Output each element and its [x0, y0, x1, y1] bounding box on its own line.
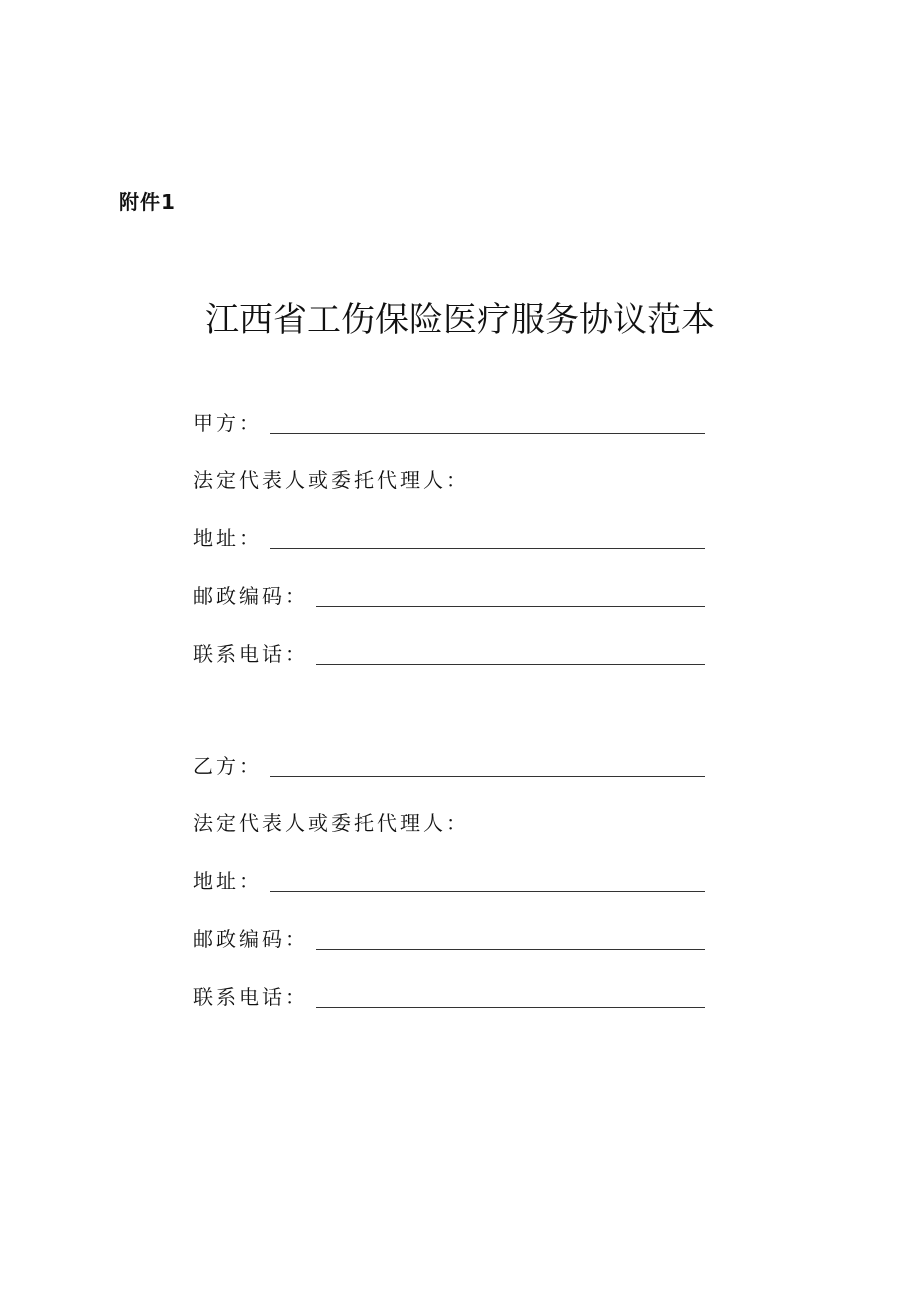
party-a-name-field[interactable] — [270, 411, 705, 434]
party-a-phone-label: 联系电话： — [193, 642, 308, 666]
party-a-rep-label: 法定代表人或委托代理人： — [193, 468, 469, 492]
party-b-phone-field[interactable] — [316, 985, 705, 1008]
party-a-address-label: 地址： — [193, 526, 262, 550]
party-a-postcode-label: 邮政编码： — [193, 584, 308, 608]
party-a-phone-row — [193, 636, 705, 666]
party-b-postcode-field[interactable] — [316, 927, 705, 950]
party-b-postcode-label: 邮政编码： — [193, 927, 308, 951]
party-a-address-field[interactable] — [270, 526, 705, 549]
party-a-postcode-row — [193, 578, 705, 608]
party-b-name-label: 乙方： — [193, 754, 262, 778]
party-b-phone-label: 联系电话： — [193, 985, 308, 1009]
party-b-address-label: 地址： — [193, 869, 262, 893]
party-b-rep-label: 法定代表人或委托代理人： — [193, 811, 469, 835]
party-a-rep-row — [193, 462, 705, 492]
party-b-name-row — [193, 748, 705, 778]
party-a-phone-field[interactable] — [316, 642, 705, 665]
party-b-postcode-row — [193, 921, 705, 951]
party-a-postcode-field[interactable] — [316, 584, 705, 607]
page-title: 江西省工伤保险医疗服务协议范本 — [205, 300, 715, 340]
party-b-address-row — [193, 863, 705, 893]
party-b-name-field[interactable] — [270, 754, 705, 777]
party-b-address-field[interactable] — [270, 869, 705, 892]
party-b-phone-row — [193, 979, 705, 1009]
party-a-address-row — [193, 520, 705, 550]
party-a-name-label: 甲方： — [193, 411, 262, 435]
party-b-rep-row — [193, 805, 705, 835]
party-a-name-row — [193, 405, 705, 435]
attachment-label: 附件1 — [119, 190, 176, 214]
